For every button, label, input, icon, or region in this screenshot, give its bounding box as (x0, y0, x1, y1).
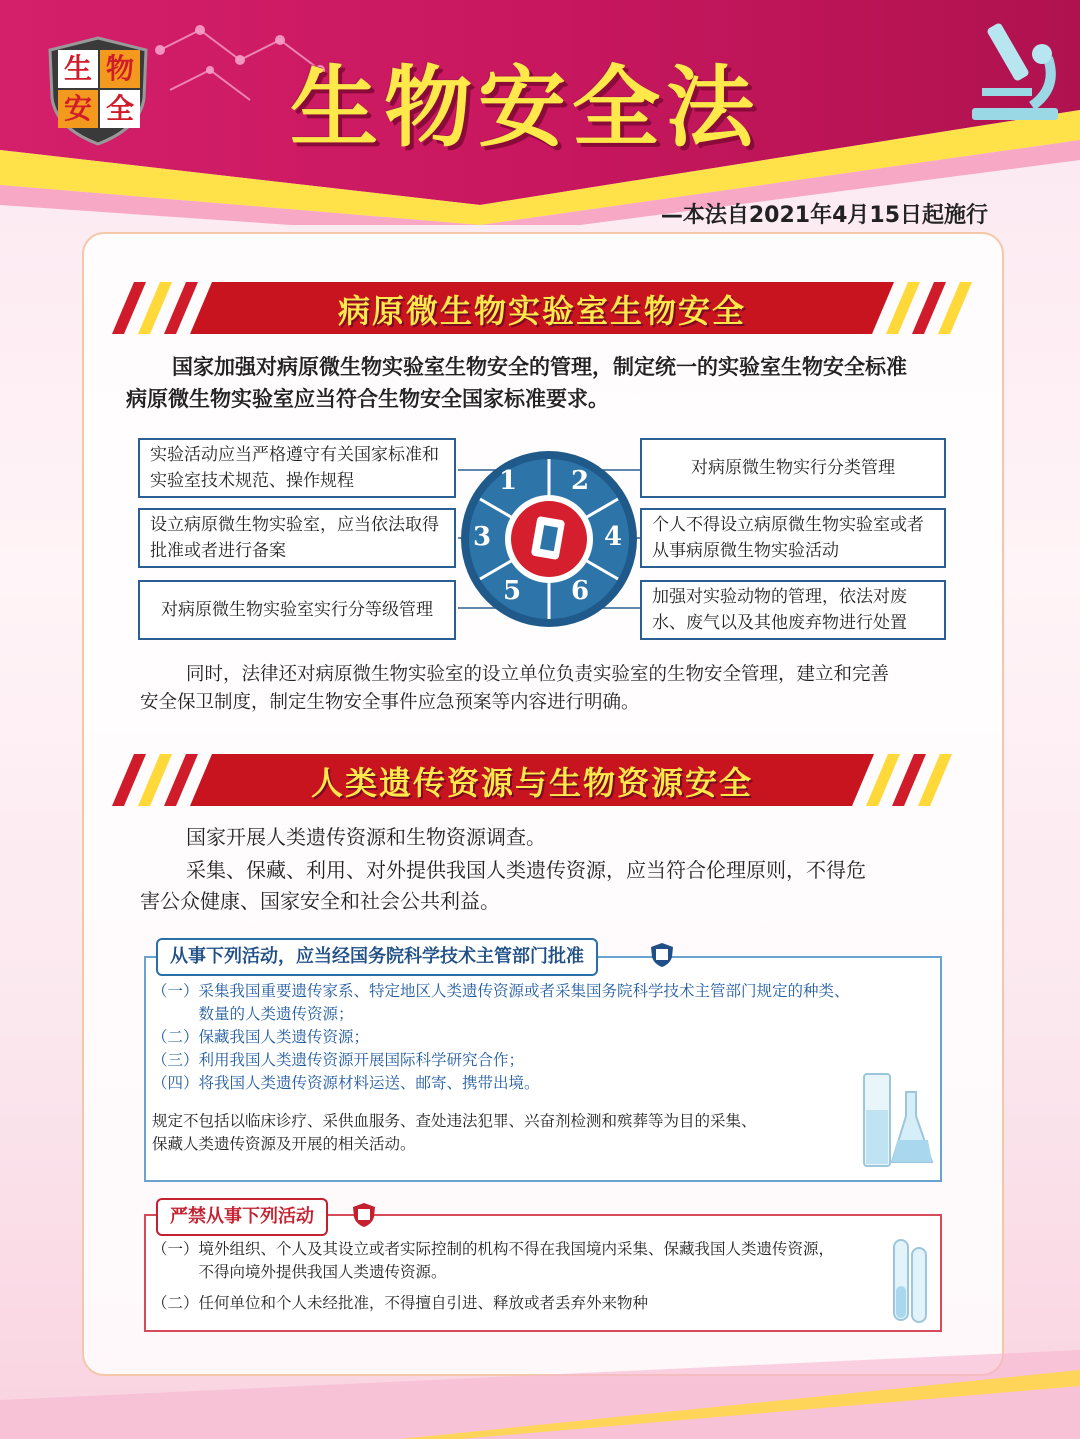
prohibited-item-2: （二）任何单位和个人未经批准，不得擅自引进、释放或者丢弃外来物种 (152, 1294, 649, 1312)
section2-heading: 人类遗传资源与生物资源安全 (310, 764, 753, 802)
lab-item-4-text: 个人不得设立病原微生物实验室或者从事病原微生物实验活动 (652, 515, 924, 561)
wheel-num-6: 6 (571, 576, 590, 606)
lab-item-2 (640, 438, 946, 498)
lab-item-1 (138, 438, 456, 498)
approval-list (152, 980, 850, 1095)
logo-char-4: 全 (100, 90, 140, 128)
section1-closing-line2: 安全保卫制度，制定生物安全事件应急预案等内容进行明确。 (140, 692, 640, 713)
logo-char-3: 安 (58, 90, 98, 128)
lab-item-2-text: 对病原微生物实行分类管理 (691, 458, 895, 478)
approval-title: 从事下列活动，应当经国务院科学技术主管部门批准 (156, 938, 598, 976)
section2-banner (112, 752, 952, 808)
microscope-icon (962, 18, 1062, 126)
effective-date: —本法自2021年4月15日起施行 (660, 203, 988, 228)
approval-note-line1: 规定不包括以临床诊疗、采供血服务、查处违法犯罪、兴奋剂检测和殡葬等为目的采集、 (152, 1112, 757, 1130)
lab-item-3 (138, 508, 456, 568)
lab-item-1-text: 实验活动应当严格遵守有关国家标准和实验室技术规范、操作规程 (150, 445, 439, 491)
page-title: 生物安全法 (290, 56, 761, 159)
lab-item-6-text: 加强对实验动物的管理，依法对废水、废气以及其他废弃物进行处置 (652, 587, 907, 633)
lab-item-3-text: 设立病原微生物实验室，应当依法取得批准或者进行备案 (150, 515, 439, 561)
header-banner (0, 0, 1080, 225)
wheel-num-4: 4 (604, 522, 623, 552)
section1-intro-line1: 国家加强对病原微生物实验室生物安全的管理，制定统一的实验室生物安全标准 (172, 355, 907, 379)
approval-note (152, 1110, 757, 1156)
section1-heading: 病原微生物实验室生物安全 (337, 292, 746, 330)
lab-glassware-icon (858, 1070, 936, 1170)
wheel-num-1: 1 (499, 466, 518, 496)
lab-item-4 (640, 508, 946, 568)
lab-item-6 (640, 580, 946, 640)
section1-intro-line2: 病原微生物实验室应当符合生物安全国家标准要求。 (126, 387, 609, 411)
shield-badge-icon-red (352, 1202, 376, 1228)
prohibited-item-1-cont: 不得向境外提供我国人类遗传资源。 (152, 1263, 447, 1281)
wheel-num-5: 5 (503, 576, 522, 606)
biosafety-shield-logo (46, 36, 150, 146)
wheel-num-3: 3 (473, 522, 492, 552)
wheel-num-2: 2 (571, 466, 590, 496)
test-tube-icon (886, 1236, 934, 1326)
section2-intro-line1: 国家开展人类遗传资源和生物资源调查。 (186, 825, 546, 849)
approval-item-2: （二）保藏我国人类遗传资源； (152, 1028, 370, 1046)
footer-decoration (0, 1330, 1080, 1439)
approval-item-1: （一）采集我国重要遗传家系、特定地区人类遗传资源或者采集国务院科学技术主管部门规定的种类、 (152, 982, 850, 1000)
approval-item-3: （三）利用我国人类遗传资源开展国际科学研究合作； (152, 1051, 525, 1069)
approval-item-4: （四）将我国人类遗传资源材料运送、邮寄、携带出境。 (152, 1074, 540, 1092)
section1-closing-line1: 同时，法律还对病原微生物实验室的设立单位负责实验室的生物安全管理，建立和完善 (186, 664, 890, 685)
prohibited-list (152, 1238, 834, 1315)
approval-note-line2: 保藏人类遗传资源及开展的相关活动。 (152, 1135, 416, 1153)
prohibited-item-1: （一）境外组织、个人及其设立或者实际控制的机构不得在我国境内采集、保藏我国人类遗传资源， (152, 1240, 835, 1258)
prohibited-title: 严禁从事下列活动 (156, 1198, 328, 1236)
section2-intro-line2: 采集、保藏、利用、对外提供我国人类遗传资源，应当符合伦理原则，不得危 (186, 858, 866, 882)
lab-item-5 (138, 580, 456, 640)
approval-item-1-cont: 数量的人类遗传资源； (152, 1005, 354, 1023)
section1-banner (112, 280, 972, 336)
lab-item-5-text: 对病原微生物实验室实行分等级管理 (161, 600, 433, 620)
logo-char-2: 物 (100, 50, 140, 88)
section2-intro-line3: 害公众健康、国家安全和社会公共利益。 (140, 889, 500, 913)
shield-badge-icon (650, 942, 674, 968)
logo-char-1: 生 (58, 50, 98, 88)
